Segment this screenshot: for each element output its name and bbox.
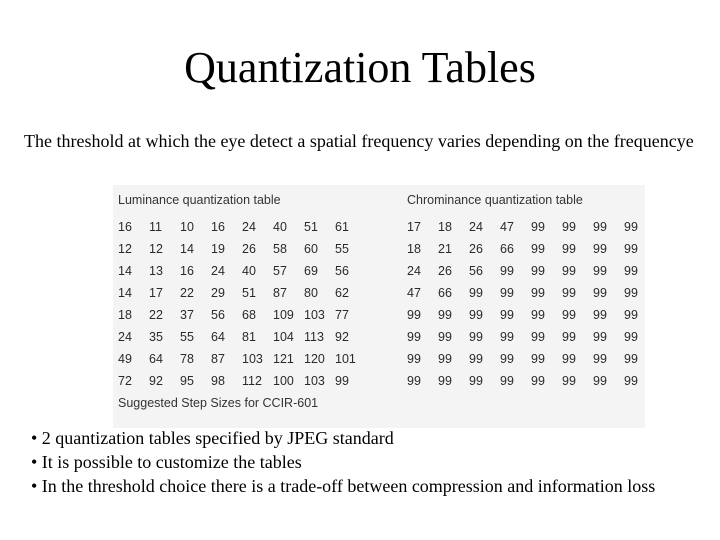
chrominance-cell: 99 (531, 242, 545, 256)
luminance-cell: 49 (118, 352, 132, 366)
luminance-cell: 81 (242, 330, 256, 344)
luminance-cell: 24 (118, 330, 132, 344)
chrominance-cell: 99 (562, 308, 576, 322)
luminance-cell: 16 (118, 220, 132, 234)
luminance-cell: 103 (304, 308, 325, 322)
chrominance-cell: 99 (531, 220, 545, 234)
intro-text: The threshold at which the eye detect a spatial frequency varies depending on the frequencye (24, 131, 694, 151)
luminance-cell: 95 (180, 374, 194, 388)
chrominance-cell: 99 (593, 374, 607, 388)
luminance-cell: 92 (335, 330, 349, 344)
chrominance-cell: 99 (469, 286, 483, 300)
luminance-cell: 37 (180, 308, 194, 322)
luminance-cell: 78 (180, 352, 194, 366)
chrominance-cell: 47 (500, 220, 514, 234)
chrominance-cell: 99 (407, 352, 421, 366)
luminance-cell: 58 (273, 242, 287, 256)
luminance-cell: 14 (118, 286, 132, 300)
luminance-cell: 104 (273, 330, 294, 344)
luminance-cell: 87 (211, 352, 225, 366)
luminance-cell: 51 (304, 220, 318, 234)
bullet-list (31, 426, 701, 498)
chrominance-cell: 99 (469, 374, 483, 388)
chrominance-cell: 99 (438, 308, 452, 322)
chrominance-cell: 99 (593, 264, 607, 278)
luminance-cell: 55 (180, 330, 194, 344)
chrominance-cell: 99 (624, 330, 638, 344)
chrominance-cell: 99 (562, 374, 576, 388)
chrominance-cell: 99 (531, 286, 545, 300)
luminance-cell: 68 (242, 308, 256, 322)
chrominance-cell: 99 (500, 308, 514, 322)
luminance-cell: 103 (304, 374, 325, 388)
luminance-cell: 12 (149, 242, 163, 256)
luminance-cell: 112 (242, 374, 262, 388)
luminance-cell: 51 (242, 286, 256, 300)
chrominance-cell: 26 (469, 242, 483, 256)
luminance-cell: 101 (335, 352, 356, 366)
luminance-cell: 17 (149, 286, 163, 300)
luminance-cell: 113 (304, 330, 324, 344)
chrominance-cell: 99 (624, 242, 638, 256)
chrominance-cell: 99 (500, 264, 514, 278)
bullet-item: • In the threshold choice there is a trade-off between compression and information loss (31, 476, 656, 496)
luminance-cell: 56 (335, 264, 349, 278)
luminance-cell: 103 (242, 352, 263, 366)
luminance-cell: 92 (149, 374, 163, 388)
luminance-cell: 40 (273, 220, 287, 234)
luminance-cell: 24 (211, 264, 225, 278)
luminance-cell: 22 (180, 286, 194, 300)
chrominance-cell: 56 (469, 264, 483, 278)
chrominance-table (407, 216, 655, 392)
luminance-cell: 62 (335, 286, 349, 300)
chrominance-cell: 99 (624, 286, 638, 300)
luminance-cell: 80 (304, 286, 318, 300)
luminance-cell: 100 (273, 374, 294, 388)
luminance-cell: 19 (211, 242, 225, 256)
luminance-cell: 26 (242, 242, 256, 256)
chrominance-cell: 66 (500, 242, 514, 256)
luminance-cell: 120 (304, 352, 325, 366)
luminance-cell: 60 (304, 242, 318, 256)
figure-caption: Suggested Step Sizes for CCIR-601 (118, 396, 319, 410)
chrominance-cell: 99 (593, 242, 607, 256)
luminance-table-title: Luminance quantization table (118, 193, 281, 207)
chrominance-cell: 99 (500, 330, 514, 344)
chrominance-cell: 99 (593, 286, 607, 300)
chrominance-cell: 24 (469, 220, 483, 234)
luminance-cell: 12 (118, 242, 132, 256)
quantization-tables-figure (113, 185, 645, 428)
chrominance-cell: 99 (531, 374, 545, 388)
chrominance-cell: 99 (407, 308, 421, 322)
slide-title: Quantization Tables (184, 43, 536, 92)
chrominance-cell: 99 (593, 352, 607, 366)
luminance-cell: 64 (211, 330, 225, 344)
bullet-item: • 2 quantization tables specified by JPEG standard (31, 428, 394, 448)
chrominance-cell: 99 (593, 330, 607, 344)
chrominance-cell: 99 (624, 352, 638, 366)
chrominance-cell: 18 (438, 220, 452, 234)
luminance-table (118, 216, 366, 392)
luminance-cell: 98 (211, 374, 225, 388)
chrominance-cell: 18 (407, 242, 421, 256)
luminance-cell: 57 (273, 264, 287, 278)
luminance-cell: 69 (304, 264, 318, 278)
chrominance-cell: 66 (438, 286, 452, 300)
chrominance-cell: 99 (500, 352, 514, 366)
chrominance-cell: 99 (438, 352, 452, 366)
chrominance-cell: 99 (438, 374, 452, 388)
luminance-cell: 99 (335, 374, 349, 388)
chrominance-cell: 99 (500, 374, 514, 388)
luminance-cell: 29 (211, 286, 225, 300)
luminance-cell: 87 (273, 286, 287, 300)
chrominance-cell: 99 (624, 308, 638, 322)
chrominance-table-title: Chrominance quantization table (407, 193, 583, 207)
chrominance-cell: 99 (562, 220, 576, 234)
chrominance-cell: 99 (531, 330, 545, 344)
chrominance-cell: 21 (438, 242, 452, 256)
luminance-cell: 40 (242, 264, 256, 278)
chrominance-cell: 99 (562, 330, 576, 344)
chrominance-cell: 99 (624, 264, 638, 278)
luminance-cell: 14 (118, 264, 132, 278)
luminance-cell: 24 (242, 220, 256, 234)
luminance-cell: 16 (180, 264, 194, 278)
luminance-cell: 18 (118, 308, 132, 322)
luminance-cell: 77 (335, 308, 349, 322)
luminance-cell: 121 (273, 352, 294, 366)
chrominance-cell: 99 (562, 286, 576, 300)
luminance-cell: 61 (335, 220, 349, 234)
chrominance-cell: 47 (407, 286, 421, 300)
chrominance-cell: 99 (438, 330, 452, 344)
bullet-item: • It is possible to customize the tables (31, 452, 302, 472)
luminance-cell: 11 (149, 220, 162, 234)
chrominance-cell: 99 (562, 242, 576, 256)
chrominance-cell: 99 (624, 220, 638, 234)
chrominance-cell: 26 (438, 264, 452, 278)
luminance-cell: 13 (149, 264, 163, 278)
luminance-cell: 56 (211, 308, 225, 322)
luminance-cell: 35 (149, 330, 163, 344)
chrominance-cell: 99 (531, 352, 545, 366)
chrominance-cell: 99 (562, 352, 576, 366)
luminance-cell: 14 (180, 242, 194, 256)
chrominance-cell: 99 (593, 308, 607, 322)
chrominance-cell: 99 (407, 330, 421, 344)
luminance-cell: 64 (149, 352, 163, 366)
luminance-cell: 72 (118, 374, 132, 388)
chrominance-cell: 99 (407, 374, 421, 388)
chrominance-cell: 99 (624, 374, 638, 388)
luminance-cell: 10 (180, 220, 194, 234)
chrominance-cell: 99 (469, 352, 483, 366)
luminance-cell: 16 (211, 220, 225, 234)
chrominance-cell: 99 (593, 220, 607, 234)
chrominance-cell: 17 (407, 220, 421, 234)
chrominance-cell: 99 (531, 264, 545, 278)
luminance-cell: 22 (149, 308, 163, 322)
chrominance-cell: 99 (469, 308, 483, 322)
luminance-cell: 109 (273, 308, 294, 322)
chrominance-cell: 99 (562, 264, 576, 278)
chrominance-cell: 99 (531, 308, 545, 322)
chrominance-cell: 99 (500, 286, 514, 300)
luminance-cell: 55 (335, 242, 349, 256)
chrominance-cell: 24 (407, 264, 421, 278)
chrominance-cell: 99 (469, 330, 483, 344)
